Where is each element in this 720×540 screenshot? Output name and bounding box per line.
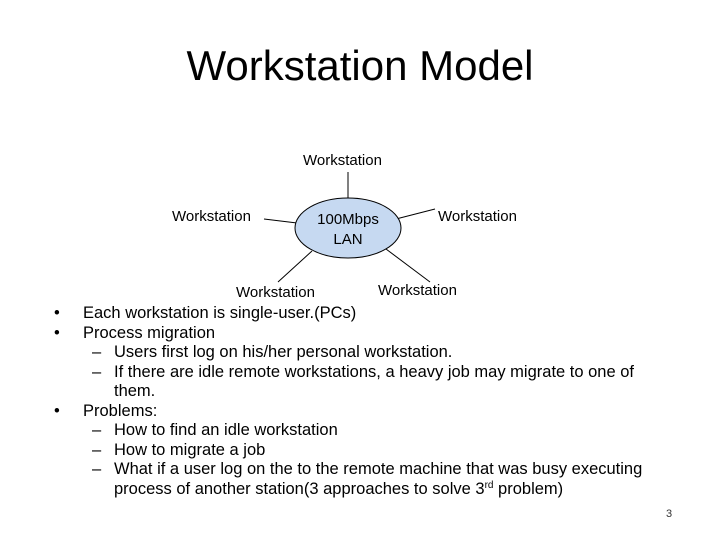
page-number: 3 — [666, 508, 673, 520]
sub-bullet-text: How to find an idle workstation — [114, 421, 338, 439]
sub-bullet-item — [0, 441, 720, 461]
workstation-node-bottom-left: Workstation — [236, 284, 315, 301]
sub-bullet-text: Users first log on his/her personal workstation. — [114, 343, 453, 361]
link-bottom-left — [278, 251, 312, 282]
workstation-node-left: Workstation — [172, 208, 251, 225]
sub-bullet-text: If there are idle remote workstations, a heavy job may migrate to one of them. — [114, 362, 635, 400]
superscript-rd: rd — [484, 479, 494, 491]
dash-glyph: – — [92, 343, 102, 361]
dash-glyph: – — [92, 440, 102, 459]
hub-label-lan: LAN — [333, 231, 363, 248]
bullet-glyph: • — [54, 323, 60, 342]
dash-glyph: – — [92, 362, 102, 381]
sub-bullet-text-end: problem) — [493, 479, 564, 498]
hub-label-speed: 100Mbps — [317, 211, 379, 228]
sub-bullet-item — [0, 363, 720, 402]
bullet-item — [0, 304, 720, 324]
lan-hub-label — [288, 210, 408, 250]
bullet-glyph: • — [54, 401, 60, 420]
bullet-text: Process migration — [83, 323, 216, 342]
dash-glyph: – — [92, 460, 102, 478]
link-bottom-right — [386, 249, 430, 282]
sub-bullet-text: What if a user log on the to the remote machine that was busy executing process of another station(3 approaches to solve 3 — [114, 460, 643, 498]
slide-title: Workstation Model — [186, 42, 534, 89]
sub-bullet-item — [0, 421, 720, 441]
workstation-node-top: Workstation — [303, 152, 382, 169]
bullet-list — [0, 304, 720, 499]
bullet-glyph: • — [54, 304, 60, 322]
sub-bullet-item — [0, 343, 720, 363]
sub-bullet-text: How to migrate a job — [114, 440, 266, 459]
workstation-node-bottom-right: Workstation — [378, 282, 457, 299]
workstation-node-right: Workstation — [438, 208, 517, 225]
bullet-item — [0, 402, 720, 422]
dash-glyph: – — [92, 421, 102, 439]
bullet-item — [0, 324, 720, 344]
bullet-text: Problems: — [83, 401, 158, 420]
bullet-text: Each workstation is single-user.(PCs) — [83, 304, 357, 322]
sub-bullet-item — [0, 460, 720, 499]
